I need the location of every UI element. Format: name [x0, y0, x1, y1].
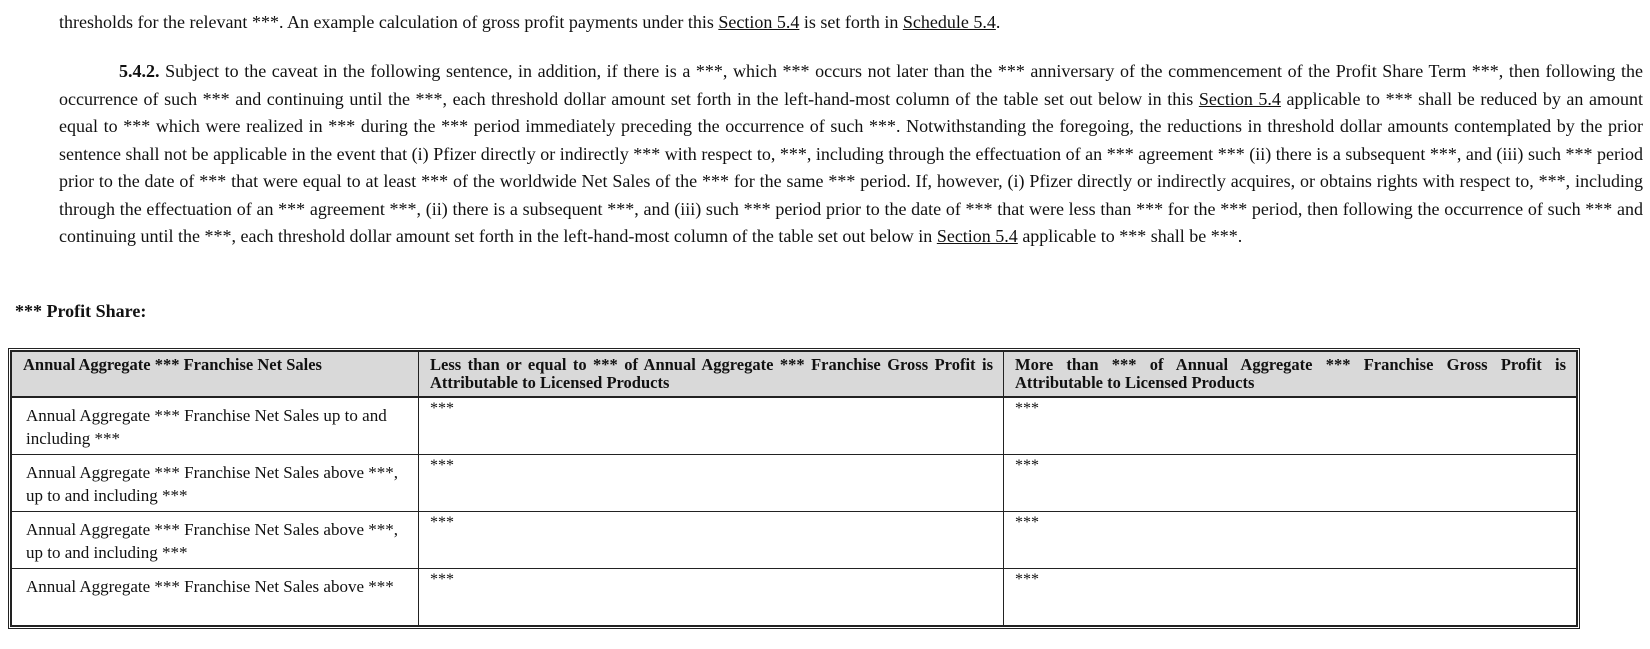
table-cell-less-than: ***: [419, 512, 1004, 569]
table-row: [12, 512, 1577, 569]
header-more-than: More than *** of Annual Aggregate *** Franchise Gross Profit is Attributable to Licensed Products: [1004, 352, 1577, 398]
table-cell-net-sales: Annual Aggregate *** Franchise Net Sales above ***, up to and including ***: [12, 455, 419, 512]
section-number: 5.4.2.: [119, 61, 160, 81]
table-cell-net-sales: Annual Aggregate *** Franchise Net Sales up to and including ***: [12, 397, 419, 455]
section-5-4-link[interactable]: Section 5.4: [1198, 88, 1281, 109]
table-row: [12, 397, 1577, 455]
table-cell-net-sales: Annual Aggregate *** Franchise Net Sales above ***: [12, 569, 419, 626]
section-5-4-link[interactable]: Section 5.4: [718, 12, 800, 32]
section-text-2: applicable to *** shall be reduced by an amount equal to *** which were realized in *** during the *** period immediately preceding the occurrence of such ***. Notwithstanding the foregoing, the reductions in threshold dollar amounts contemplated by the prior sentence shall not be applicable in the event that (i) Pfizer directly or indirectly *** with respect to, ***, including through the effectuation of an *** agreement *** (ii) there is a subsequent ***, and (iii) such *** period prior to the date of *** that were equal to at least *** of the worldwide Net Sales of the *** for the same *** period. If, however, (i) Pfizer directly or indirectly acquires, or obtains rights with respect to, ***, including through the effectuation of an *** agreement ***, (ii) there is a subsequent ***, and (iii) such *** period prior to the date of *** that were less than *** for the *** period, then following the occurrence of such *** and continuing until the ***, each threshold dollar amount set forth in the left-hand-most column of the table set out below in: [59, 88, 1643, 246]
table-row: [12, 569, 1577, 626]
section-text-3: applicable to *** shall be ***.: [1017, 226, 1243, 246]
top-paragraph-text-2: is set forth in: [799, 12, 903, 32]
table-cell-less-than: ***: [419, 455, 1004, 512]
top-paragraph-text-3: .: [995, 12, 1001, 32]
header-less-than-or-equal: Less than or equal to *** of Annual Aggregate *** Franchise Gross Profit is Attributable to Licensed Products: [419, 352, 1004, 398]
top-paragraph: [59, 9, 1643, 37]
table-cell-more-than: ***: [1004, 455, 1577, 512]
table-cell-less-than: ***: [419, 397, 1004, 455]
table-cell-more-than: ***: [1004, 397, 1577, 455]
table-header-row: [12, 352, 1577, 398]
section-5-4-link[interactable]: Section 5.4: [936, 226, 1018, 246]
section-5-4-2-paragraph: [59, 58, 1643, 251]
table-row: [12, 455, 1577, 512]
header-net-sales: Annual Aggregate *** Franchise Net Sales: [12, 352, 419, 398]
section-text-1: Subject to the caveat in the following sentence, in addition, if there is a ***, which *** occurs not later than the *** anniversary of the commencement of the Profit Share Term ***, then following the occurrence of such *** and continuing until the ***, each threshold dollar amount set forth in the left-hand-most column of the table set out below in this: [59, 61, 1643, 109]
table-cell-more-than: ***: [1004, 512, 1577, 569]
schedule-5-4-link[interactable]: Schedule 5.4: [902, 12, 996, 32]
profit-share-table: [11, 351, 1577, 626]
table-cell-less-than: ***: [419, 569, 1004, 626]
profit-share-heading: *** Profit Share:: [15, 301, 147, 321]
top-paragraph-text-1: thresholds for the relevant ***. An example calculation of gross profit payments under this: [59, 12, 719, 32]
table-cell-net-sales: Annual Aggregate *** Franchise Net Sales above ***, up to and including ***: [12, 512, 419, 569]
profit-share-table-container: [8, 348, 1580, 629]
table-cell-more-than: ***: [1004, 569, 1577, 626]
